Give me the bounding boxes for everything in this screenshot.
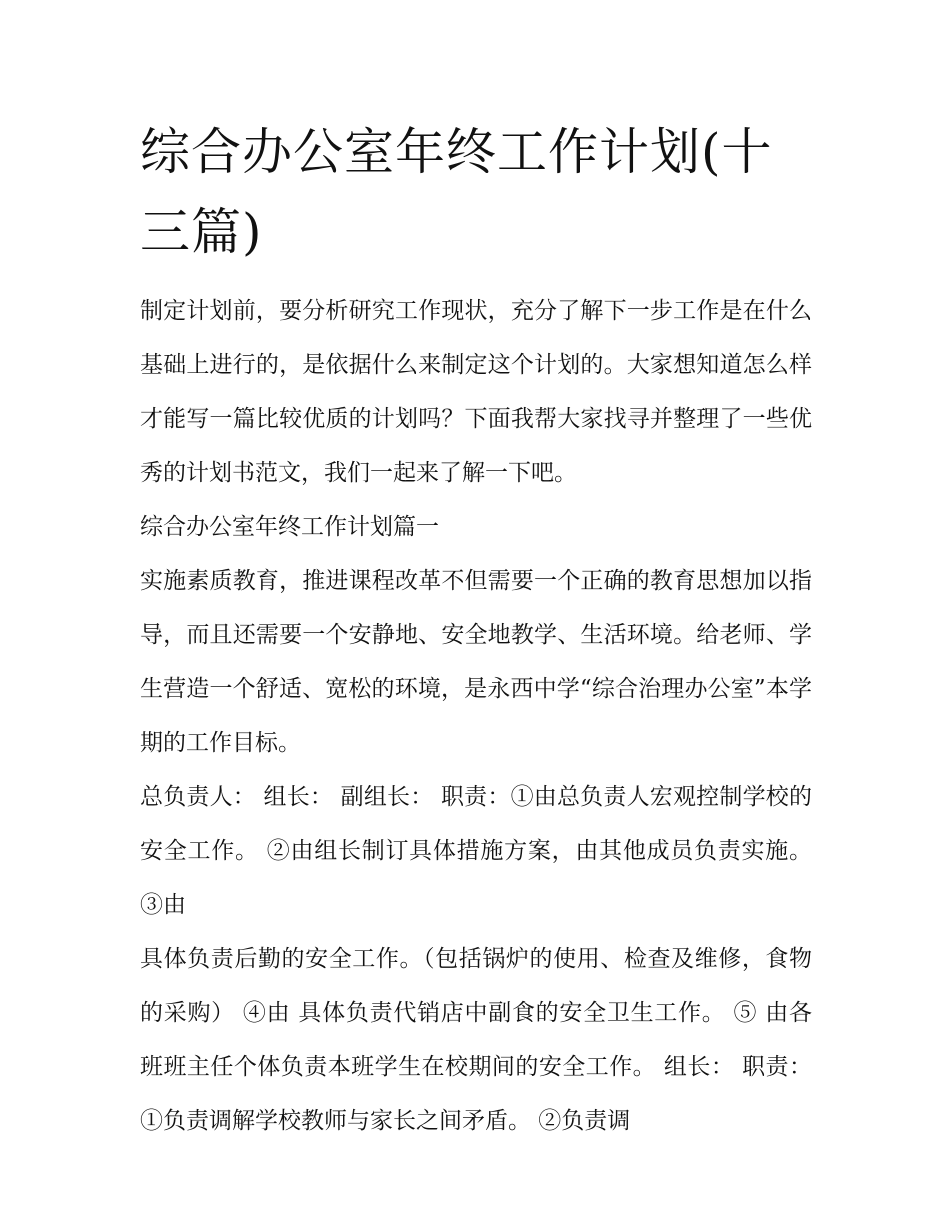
body-paragraph-1: 实施素质教育，推进课程改革不但需要一个正确的教育思想加以指导，而且还需要一个安静地、安全地教学、生活环境。给老师、学生营造一个舒适、宽松的环境，是永西中学“综合治理办公室”本学期的工作目标。 xyxy=(140,568,812,756)
intro-paragraph: 制定计划前，要分析研究工作现状，充分了解下一步工作是在什么基础上进行的，是依据什么来制定这个计划的。大家想知道怎么样才能写一篇比较优质的计划吗？下面我帮大家找寻并整理了一些优秀的计划书范文，我们一起来了解一下吧。 xyxy=(140,298,812,486)
document-page xyxy=(140,112,812,1148)
body-paragraph-3: 具体负责后勤的安全工作。（包括锅炉的使用、检查及维修，食物的采购） ④由 具体负责代销店中副食的安全卫生工作。 ⑤ 由各班班主任个体负责本班学生在校期间的安全工作。 组长： 职责：①负责调解学校教师与家长之间矛盾。 ②负责调 xyxy=(140,946,812,1134)
document-title: 综合办公室年终工作计划(十三篇) xyxy=(140,123,773,261)
body-paragraph-2: 总负责人： 组长： 副组长： 职责：①由总负责人宏观控制学校的安全工作。 ②由组长制订具体措施方案，由其他成员负责实施。 ③由 xyxy=(140,784,812,918)
section-heading: 综合办公室年终工作计划篇一 xyxy=(140,514,439,540)
